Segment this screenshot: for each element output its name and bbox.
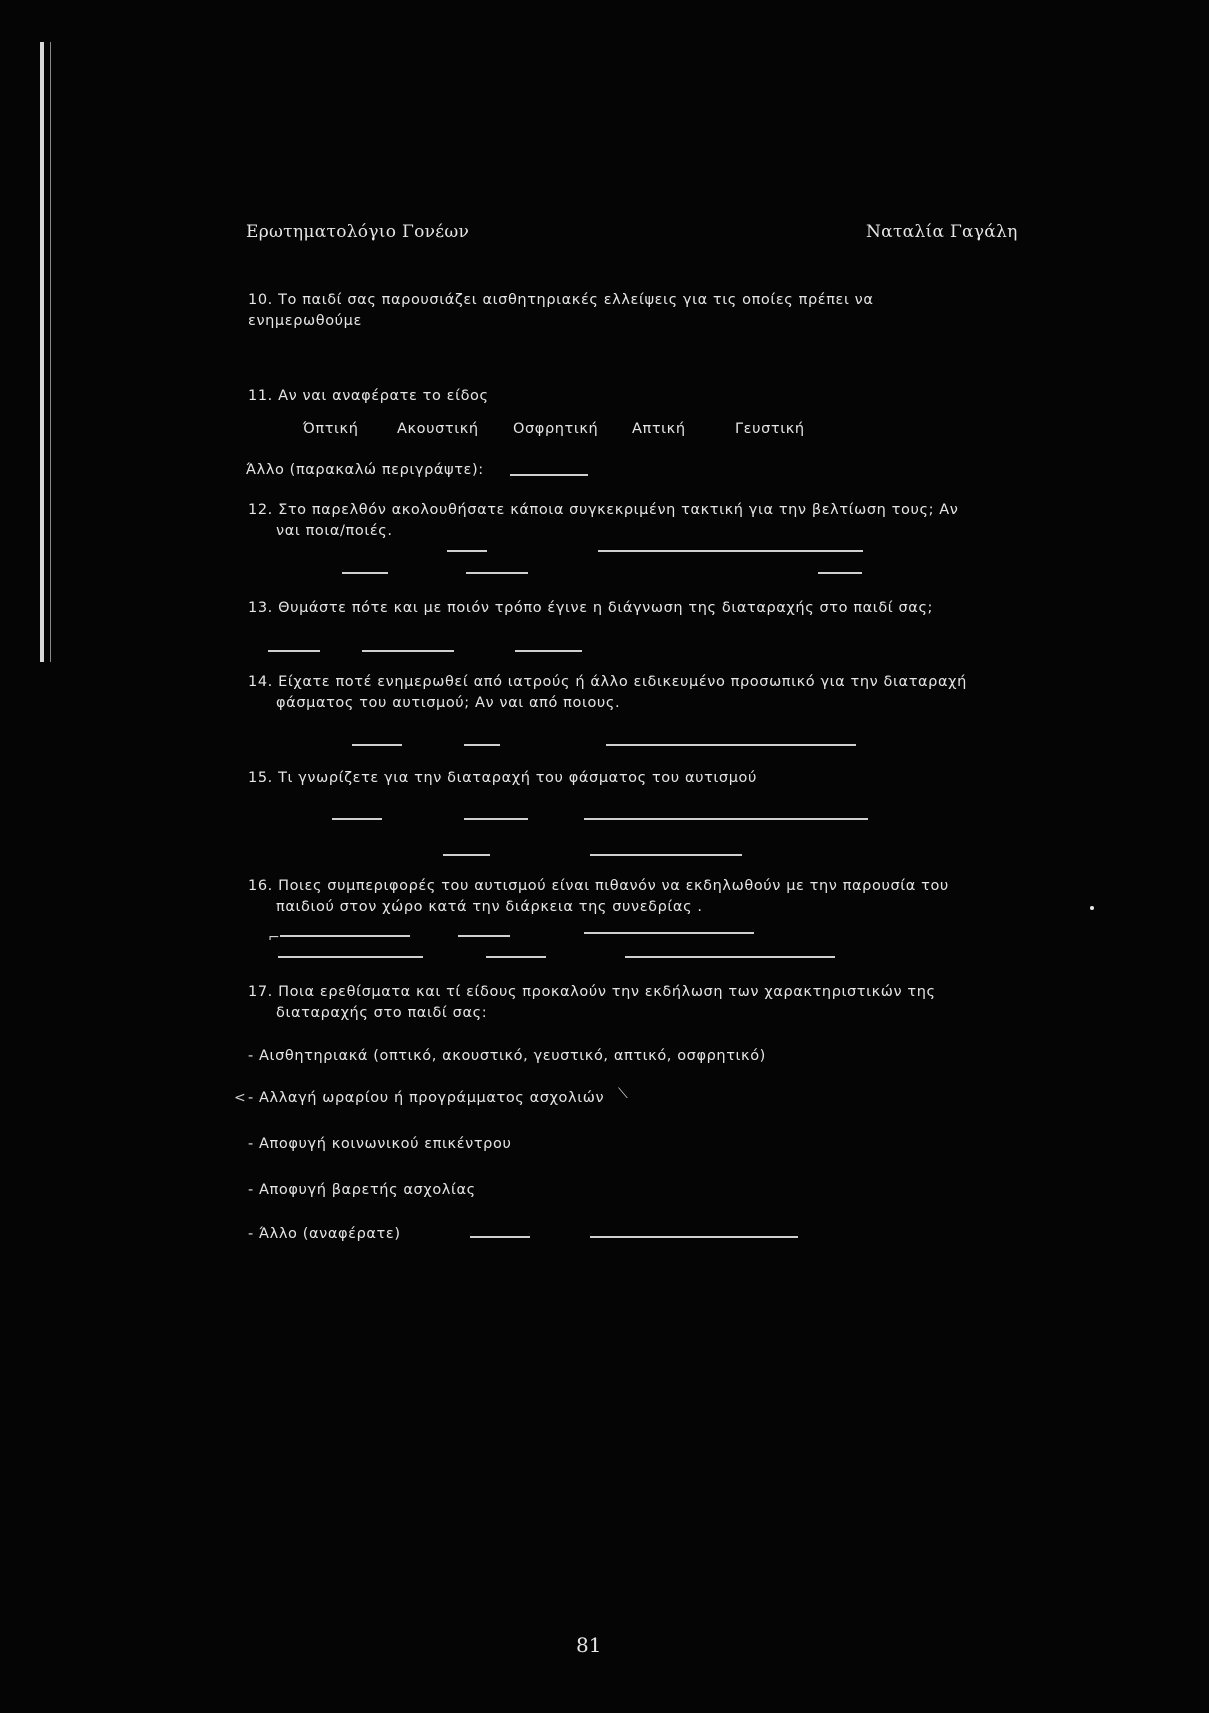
option-osfritiki: Οσφρητική — [513, 421, 599, 437]
answer-blank — [510, 474, 588, 476]
left-margin-line-thin — [50, 42, 51, 662]
stimulus-item-other: - Άλλο (αναφέρατε) — [248, 1226, 401, 1242]
stimulus-item-boring-avoidance: - Αποφυγή βαρετής ασχολίας — [248, 1182, 476, 1198]
question-15: 15. Τι γνωρίζετε για την διαταραχή του φάσματος του αυτισμού — [248, 770, 757, 786]
answer-blank — [342, 572, 388, 574]
answer-blank — [352, 744, 402, 746]
question-11: 11. Αν ναι αναφέρατε το είδος — [248, 388, 489, 404]
answer-blank — [584, 932, 754, 934]
answer-blank — [268, 650, 320, 652]
stimulus-item-sensory: - Αισθητηριακά (οπτικό, ακουστικό, γευστικό, απτικό, οσφρητικό) — [248, 1048, 766, 1064]
answer-blank — [625, 956, 835, 958]
answer-blank — [470, 1236, 530, 1238]
option-geustiki: Γευστική — [735, 421, 805, 437]
question-16-line1: 16. Ποιες συμπεριφορές του αυτισμού είναι πιθανόν να εκδηλωθούν με την παρουσία του — [248, 878, 949, 894]
question-12-line1: 12. Στο παρελθόν ακολουθήσατε κάποια συγκεκριμένη τακτική για την βελτίωση τους; Αν — [248, 502, 959, 518]
stray-mark: < — [234, 1090, 246, 1106]
question-14-line1: 14. Είχατε ποτέ ενημερωθεί από ιατρούς ή άλλο ειδικευμένο προσωπικό για την διαταραχή — [248, 674, 967, 690]
question-16 — [248, 876, 949, 918]
option-aptiki: Απτική — [632, 421, 686, 437]
answer-blank — [515, 650, 582, 652]
question-10 — [248, 290, 874, 332]
answer-blank — [332, 818, 382, 820]
stray-mark: ⟍ — [618, 1086, 628, 1102]
answer-blank — [606, 744, 856, 746]
answer-blank — [466, 572, 528, 574]
page-number: 81 — [576, 1633, 602, 1657]
stray-dot — [1090, 906, 1094, 910]
option-akoustiki: Ακουστική — [397, 421, 479, 437]
stimulus-item-schedule-change: - Αλλαγή ωραρίου ή προγράμματος ασχολιών — [248, 1090, 605, 1106]
stimulus-item-social-avoidance: - Αποφυγή κοινωνικού επικέντρου — [248, 1136, 512, 1152]
header-right-author: Ναταλία Γαγάλη — [866, 222, 1018, 242]
question-13: 13. Θυμάστε πότε και με ποιόν τρόπο έγινε η διάγνωση της διαταραχής στο παιδί σας; — [248, 600, 934, 616]
answer-blank — [464, 744, 500, 746]
question-12 — [248, 500, 959, 542]
question-17 — [248, 982, 936, 1024]
question-10-line2: ενημερωθούμε — [248, 313, 362, 329]
question-14 — [248, 672, 967, 714]
question-17-line2: διαταραχής στο παιδί σας: — [276, 1005, 488, 1021]
option-optiki: Όπτική — [303, 421, 359, 437]
header-left-title: Ερωτηματολόγιο Γονέων — [246, 222, 470, 242]
answer-blank — [280, 935, 410, 937]
question-17-line1: 17. Ποια ερεθίσματα και τί είδους προκαλούν την εκδήλωση των χαρακτηριστικών της — [248, 984, 936, 1000]
answer-blank — [486, 956, 546, 958]
question-11-other: Άλλο (παρακαλώ περιγράψτε): — [246, 462, 484, 478]
answer-blank — [464, 818, 528, 820]
answer-blank — [458, 935, 510, 937]
answer-blank — [590, 1236, 798, 1238]
answer-blank — [278, 956, 423, 958]
question-10-line1: 10. Το παιδί σας παρουσιάζει αισθητηριακές ελλείψεις για τις οποίες πρέπει να — [248, 292, 874, 308]
left-margin-line — [40, 42, 44, 662]
answer-blank — [443, 854, 490, 856]
answer-blank — [818, 572, 862, 574]
stray-mark: ⌐ — [268, 930, 280, 946]
answer-blank — [362, 650, 454, 652]
answer-blank — [447, 550, 487, 552]
answer-blank — [598, 550, 863, 552]
answer-blank — [584, 818, 868, 820]
question-16-line2: παιδιού στον χώρο κατά την διάρκεια της συνεδρίας . — [276, 899, 703, 915]
answer-blank — [590, 854, 742, 856]
question-12-line2: ναι ποια/ποιές. — [276, 523, 393, 539]
question-14-line2: φάσματος του αυτισμού; Αν ναι από ποιους. — [276, 695, 621, 711]
